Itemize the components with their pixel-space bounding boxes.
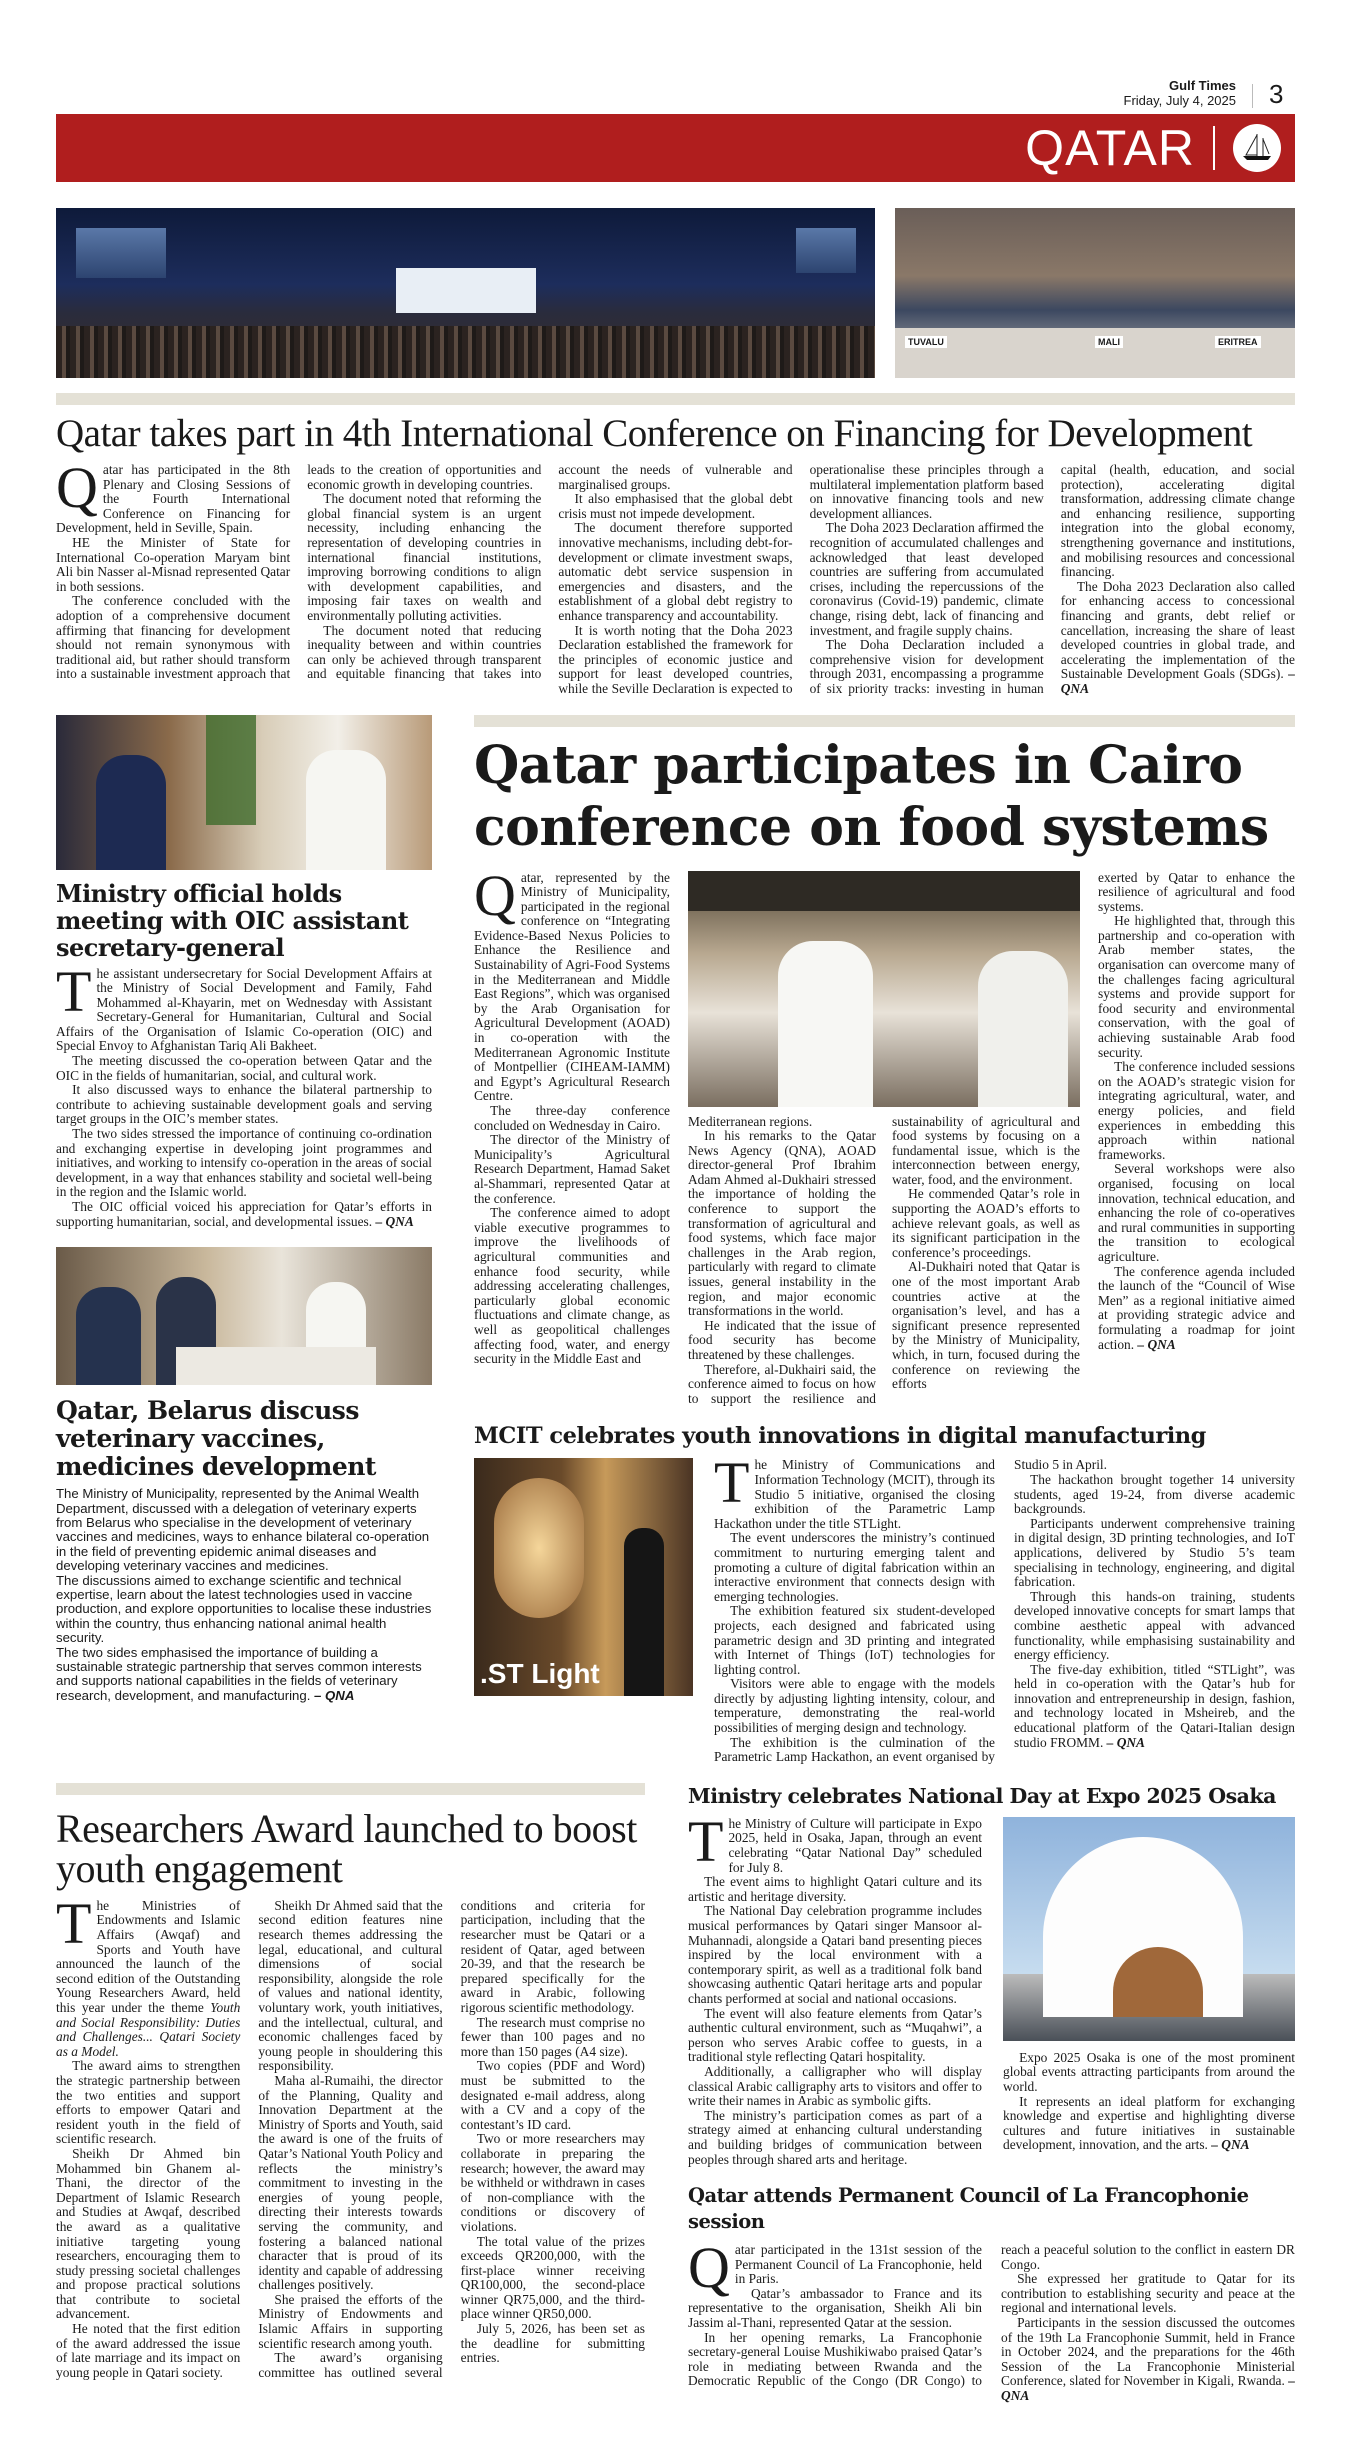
paragraph: The meeting discussed the co-operation between Qatar and the OIC in the fields of humanitarian, social, and cultural work. <box>56 1053 432 1083</box>
belarus-headline: Qatar, Belarus discuss veterinary vaccines, medicines development <box>56 1396 376 1482</box>
news-agency-credit: – QNA <box>1134 1336 1176 1352</box>
right-area <box>474 715 1295 1765</box>
dhow-logo-icon <box>1233 124 1281 172</box>
paragraph: Visitors were able to engage with the models directly by adjusting lighting intensity, colour, and temperature, demonstrating the real-world possibilities of merging design and technology. <box>714 1676 995 1736</box>
oic-meeting-photo <box>56 715 432 870</box>
paragraph: Sheikh Dr Ahmed said that the second edition features nine research themes addressing the legal, educational, and cultural dimensions of social responsibility, alongside the role of values and national identity, voluntary work, youth initiatives, and the intellectual, cultural, and economic challenges faced by young people in shouldering this responsibility. <box>258 1897 443 2074</box>
drop-cap: Q <box>474 862 516 928</box>
paragraph: Several workshops were also organised, focusing on local innovation, technical education, and enhancing the role of co-operatives and rural communities in supporting the transition to ecological agriculture. <box>1098 1161 1295 1264</box>
placard-label: ERITREA <box>1215 336 1261 348</box>
paragraph: It represents an ideal platform for exchanging knowledge and expertise and highlighting diverse cultures and future initiatives in sustainable development, innovation, and the arts. – QNA <box>1003 2093 1295 2153</box>
paragraph: Two or more researchers may collaborate in preparing the research; however, the award may be withheld or withdrawn in cases of non-compliance with the conditions or discovery of violations. <box>460 2131 645 2234</box>
paragraph: The OIC official voiced his appreciation for Qatar’s efforts in supporting humanitarian, social, and developmental issues. – QNA <box>56 1199 432 1229</box>
drop-cap: Q <box>56 455 98 520</box>
paragraph: HE the Minister of State for International Co-operation Maryam bint Ali bin Nasser al-Misnad represented Qatar in both sessions. <box>56 534 291 594</box>
paragraph: Sheikh Dr Ahmed bin Mohammed bin Ghanem al-Thani, the director of the Department of Islamic Research and Studies at Awqaf, described the award as a qualitative initiative targeting young researchers, encouraging them to study pressing societal challenges and propose practical solutions that contribute to societal advancement. <box>56 2145 241 2322</box>
news-agency-credit: – QNA <box>1207 2137 1250 2153</box>
drop-cap: T <box>56 958 92 1024</box>
paragraph: Mediterranean regions. <box>688 1113 813 1129</box>
mcit-body <box>714 1450 1295 1765</box>
masthead-info <box>1124 78 1236 108</box>
paragraph: The conference aimed to adopt viable executive programmes to improve the livelihoods of agricultural communities and enhance food security, while addressing accelerating challenges, particularly global economic fluctuations and climate change, as well as geopolitical challenges affecting food, water, and energy security in the Middle East and <box>474 1205 670 1367</box>
top-photos <box>56 208 1295 378</box>
section-rule <box>56 393 1295 405</box>
paragraph: The Doha 2023 Declaration also called for enhancing access to concessional financing and grants, debt relief or cancellation, increasing the share of least developed countries in global trade, and accelerating the implementation of the Sustainable Development Goals (SDGs). – QNA <box>1060 578 1295 696</box>
paragraph: The total value of the prizes exceeds QR200,000, with the first-place winner receiving QR100,000, the second-place winner QR75,000, and the third-place winner QR50,000. <box>460 2233 645 2322</box>
paragraph: The director of the Ministry of Municipality’s Agricultural Research Department, Hamad Saket al-Shammari, represented Qatar at the conference. <box>474 1132 670 1206</box>
masthead-divider <box>1252 84 1253 108</box>
paragraph: Therefore, al-Dukhairi said, the conference aimed to focus on how to support the resilience and sustainability of agricultural and food systems by focusing on a fundamental issue, which is the interconnection between energy, water, food, and the environment. <box>688 1113 1080 1406</box>
paragraph: Through this hands-on training, students developed innovative concepts for smart lamps that combine aesthetic appeal with advanced functionality, while emphasising sustainability and energy efficiency. <box>1014 1588 1295 1663</box>
cairo-middle <box>688 871 1080 1407</box>
paragraph: exerted by Qatar to enhance the resilience of agricultural and food systems. <box>1098 869 1295 914</box>
paragraph: In her opening remarks, La Francophonie secretary-general Louise Mushikiwabo praised Qatar’s role in mediating between Rwanda and the Democratic Republic of the Congo (DR Congo) to reach a peaceful solution to the conflict in eastern DR Congo. <box>688 2242 1295 2389</box>
drop-cap: T <box>688 1808 724 1874</box>
expo-headline: Ministry celebrates National Day at Expo 2025 Osaka <box>688 1783 1276 1808</box>
paragraph: The event will also feature elements from Qatar’s authentic cultural environment, such as “Muqahwi”, a person who serves Arabic coffee to guests, in a traditional style reflecting Qatari hospitality. <box>688 2005 982 2065</box>
francophonie-headline: Qatar attends Permanent Council of La Francophonie session <box>688 2184 1249 2234</box>
cairo-article <box>474 862 1295 1407</box>
expo-body-under-photo <box>1003 2051 1295 2153</box>
paragraph: Two copies (PDF and Word) must be submitted to the designated e-mail address, along with a CV and a copy of the contestant’s ID card. <box>460 2058 645 2132</box>
award-theme: Youth and Social Responsibility: Duties and Challenges... Qatari Society as a Model. <box>56 2000 241 2059</box>
paragraph: The exhibition is the culmination of the Parametric Lamp Hackathon, an event organised by Studio 5 in April. <box>714 1457 1108 1765</box>
belarus-body <box>56 1487 432 1703</box>
paragraph: The conference concluded with the adoption of a comprehensive document affirming that financing for development should not remain synonymous with traditional aid, but rather should transform into a sustainable investment approach that leads to the creation of opportunities and economic growth in developing countries. <box>56 462 542 682</box>
belarus-meeting-photo <box>56 1247 432 1385</box>
expo-body <box>688 1808 982 2167</box>
francophonie-body <box>688 2235 1295 2404</box>
paragraph: He noted that the first edition of the award addressed the issue of late marriage and its impact on young people in Qatari society. <box>56 2321 241 2380</box>
paragraph: The document therefore supported innovative mechanisms, including debt-for-development or climate investment swaps, automatic debt service suspension in emergencies and disasters, and the establishment of a global debt registry to enhance transparency and accountability. <box>558 520 793 623</box>
paragraph: The hackathon brought together 14 university students, aged 19-24, from diverse academic backgrounds. <box>1014 1471 1295 1517</box>
paragraph: Expo 2025 Osaka is one of the most prominent global events attracting participants from around the world. <box>1003 2049 1295 2095</box>
bottom-section <box>56 1783 1295 2404</box>
oic-body <box>56 958 432 1230</box>
section-rule <box>56 1783 645 1795</box>
qatar-pavilion-photo <box>1003 1817 1295 2041</box>
paragraph: In his remarks to the Qatar News Agency (QNA), AOAD director-general Prof Ibrahim Adam Ahmed al-Dukhairi stressed the importance of holding the conference to support the transformation of agricultural and food systems, which face major challenges in the Arab region, particularly with regard to climate issues, general instability in the region, and major economic transformations in the world. <box>688 1128 876 1319</box>
drop-cap: T <box>714 1450 750 1516</box>
financing-headline: Qatar takes part in 4th International Conference on Financing for Development <box>56 412 1253 455</box>
paragraph: Additionally, a calligrapher who will display classical Arabic calligraphy arts to visitors and offer to write their names in Arabic as symbolic gifts. <box>688 2063 982 2109</box>
paragraph: The conference included sessions on the AOAD’s strategic vision for integrating agricultural, water, and energy policies, and field experiences in embedding this approach within national frameworks. <box>1098 1059 1295 1162</box>
paragraph: Qatar, represented by the Ministry of Municipality, participated in the regional conference on “Integrating Evidence-Based Nexus Policies to Enhance the Resilience and Sustainability of Agri-Food Systems in the Mediterranean and Middle East Regions”, which was organised by the Arab Organisation for Agricultural Development (AOAD) in co-operation with the Mediterranean Agronomic Institute of Montpellier (CIHEAM-IAMM) and Egypt’s Agricultural Research Centre. <box>474 862 670 1104</box>
paragraph: The Doha Declaration included a comprehensive vision for development through 2031, encompassing a programme of six priority tracks: investing in human capital (health, education, and social protection), accelerating digital transformation, addressing climate change and enhancing resilience, supporting integration into the global economy, strengthening governance and institutions, and mobilising resources and concessional financing. <box>809 462 1295 696</box>
section-rule <box>474 715 1295 727</box>
paragraph: The ministry’s participation comes as part of a strategy aimed at enhancing cultural understanding and building bridges of communication between peoples through shared arts and heritage. <box>688 2107 982 2167</box>
drop-cap: Q <box>688 2235 730 2301</box>
expo-article <box>688 1808 1295 2167</box>
paragraph: The two sides emphasised the importance of building a sustainable strategic partnership that serves common interests and supports national capabilities in the fields of veterinary research, development, and manufacturing. – QNA <box>56 1644 422 1703</box>
drop-cap: T <box>56 1890 92 1956</box>
middle-section <box>56 715 1295 1765</box>
paragraph: He commended Qatar’s role in supporting the AOAD’s efforts to achieve relevant goals, as well as its significant participation in the conference’s proceedings. <box>892 1186 1080 1260</box>
stlight-exhibition-photo <box>474 1458 693 1696</box>
paragraph: The research must comprise no fewer than 100 pages and no more than 150 pages (A4 size). <box>460 2014 645 2059</box>
paragraph: July 5, 2026, has been set as the deadline for submitting entries. <box>460 2321 645 2366</box>
oic-headline: Ministry official holds meeting with OIC assistant secretary-general <box>56 878 409 962</box>
masthead <box>56 0 1295 114</box>
placard-label: MALI <box>1095 336 1123 348</box>
cairo-body-column-4 <box>1098 871 1295 1407</box>
right-bottom-column <box>688 1783 1295 2404</box>
paragraph: He highlighted that, through this partnership and co-operation with Arab member states, the organisation can overcome many of the challenges facing agricultural systems and provide support for food security and environmental conservation, with the goal of achieving sustainable Arab food security. <box>1098 913 1295 1060</box>
paragraph: The exhibition featured six student-developed projects, each designed and fabricated using parametric design and 3D printing and integrated with Internet of Things (IoT) technologies for lighting control. <box>714 1603 995 1677</box>
paragraph: The award aims to strengthen the strategic partnership between the two entities and support efforts to empower Qatari and resident youth in the field of scientific research. <box>56 2058 241 2147</box>
mcit-headline: MCIT celebrates youth innovations in digital manufacturing <box>474 1423 1206 1450</box>
left-column <box>56 715 432 1765</box>
paragraph <box>56 1890 241 2060</box>
news-agency-credit: – QNA <box>310 1687 355 1703</box>
paragraph: The National Day celebration programme includes musical performances by Qatari singer Mansoor al-Muhannadi, alongside a Qatari band presenting pieces inspired by the local environment with a contemporary spirit, as well as a traditional folk band showcasing authentic Qatari heritage arts and popular chants performed at social and national occasions. <box>688 1903 982 2006</box>
paragraph: Qatar participated in the 131st session of the Permanent Council of La Francophonie, held in Paris. <box>688 2235 982 2301</box>
paragraph: The Ministry of Municipality, represented by the Animal Wealth Department, discussed with a delegation of veterinary experts from Belarus who specialise in the development of veterinary vaccines and medicines, ways to enhance bilateral co-operation in the field of preventing epidemic animal diseases and developing veterinary vaccines and medicines. <box>56 1486 430 1574</box>
paragraph: It also discussed ways to enhance the bilateral partnership to contribute to achieving sustainable development goals and serving target groups in the OIC’s member states. <box>56 1082 432 1127</box>
paragraph: It also emphasised that the global debt crisis must not impede development. <box>558 491 793 521</box>
paragraph: The event aims to highlight Qatari culture and its artistic and heritage diversity. <box>688 1874 982 1904</box>
news-agency-credit: – QNA <box>372 1213 414 1229</box>
paragraph: The Ministry of Communications and Information Technology (MCIT), through its Studio 5 initiative, organised the closing exhibition of the Parametric Lamp Hackathon under the title STLight. <box>714 1450 995 1531</box>
paragraph: She expressed her gratitude to Qatar for its contribution to establishing security and peace at the regional and international levels. <box>1001 2271 1295 2316</box>
paragraph: Maha al-Rumaihi, the director of the Planning, Quality and Innovation Department at the Ministry of Sports and Youth, said the award is one of the fruits of Qatar’s National Youth Policy and reflects the ministry’s commitment to investing in the energies of young people, directing their interests towards serving the community, and fostering a balanced national character that is proud of its identity and capable of addressing challenges positively. <box>258 2072 443 2293</box>
cairo-headline: Qatar participates in Cairo conference on food systems <box>474 734 1269 858</box>
paragraph: The Ministry of Culture will participate in Expo 2025, held in Osaka, Japan, through an event celebrating “Qatar National Day” scheduled for July 8. <box>688 1808 982 1875</box>
paragraph: The document noted that reducing inequality between and within countries can only be achieved through transparent and equitable financing that takes into account the needs of vulnerable and marginalised groups. <box>307 462 793 682</box>
cairo-body-column-1 <box>474 862 670 1407</box>
news-agency-credit: – QNA <box>1060 666 1295 696</box>
expo-photo-column <box>1003 1817 1295 2167</box>
researchers-body <box>56 1890 645 2381</box>
section-divider <box>1213 126 1215 170</box>
placard-label: TUVALU <box>905 336 947 348</box>
paragraph: The event underscores the ministry’s continued commitment to nurturing emerging talent and promoting a culture of digital fabrication within an interactive environment that connects design with emerging technologies. <box>714 1530 995 1604</box>
section-banner <box>56 114 1295 182</box>
paragraph: The discussions aimed to exchange scientific and technical expertise, learn about the latest technologies used in vaccine production, and explore opportunities to localise these industries within the country, thus enhancing national animal health security. <box>56 1572 432 1646</box>
cairo-body-columns-2-3 <box>688 1115 1080 1407</box>
paragraph: It is worth noting that the Doha 2023 Declaration established the framework for the principles of economic justice and support for least developed countries, while the Seville Declaration is expected to operationalise these principles through a multilateral implementation platform based on innovative financing tools and new development alliances. <box>558 462 1044 696</box>
issue-date: Friday, July 4, 2025 <box>1123 93 1236 108</box>
paragraph: Qatar has participated in the 8th Plenary and Closing Sessions of the Fourth International Conference on Financing for Development, held in Seville, Spain. <box>56 455 291 536</box>
researchers-article <box>56 1783 645 2404</box>
paragraph: Participants underwent comprehensive training in digital design, 3D printing technologies, and IoT applications, delivered by Studio 5’s team specialising in technology, engineering, and digital fabrication. <box>1014 1515 1295 1590</box>
cairo-conference-photo <box>688 871 1080 1107</box>
researchers-headline: Researchers Award launched to boost youth engagement <box>56 1805 637 1891</box>
conference-hall-photo <box>56 208 875 378</box>
delegates-photo <box>895 208 1295 378</box>
photo-overlay-text: .ST Light <box>480 1658 600 1690</box>
paragraph: Qatar’s ambassador to France and its representative to the organisation, Sheikh Ali bin Jassim al-Thani, represented Qatar at the session. <box>688 2285 982 2331</box>
paragraph: The document noted that reforming the global financial system is an urgent necessity, including enhancing the representation of developing countries in international financial institutions, improving borrowing conditions to align with development capabilities, and imposing fair taxes on wealth and environmentally polluting activities. <box>307 491 542 623</box>
paragraph: The assistant undersecretary for Social Development Affairs at the Ministry of Social Development and Family, Fahd Mohammed al-Khayarin, met on Wednesday with Assistant Secretary-General for Humanitarian, Cultural and Social Affairs of the Organisation of Islamic Co-operation (OIC) and Special Envoy to Afghanistan Tariq Ali Bakheet. <box>56 958 432 1054</box>
financing-body <box>56 455 1295 697</box>
news-agency-credit: – QNA <box>1001 2373 1295 2404</box>
paragraph: The five-day exhibition, titled “STLight”, was held in co-operation with the Qatar’s hub for innovation and entrepreneurship in design, fashion, and technology located in Msheireb, and the educational platform of the Qatari-Italian design studio FROMM. – QNA <box>1014 1661 1295 1750</box>
paragraph: Al-Dukhairi noted that Qatar is one of the most important Arab countries active at the organisation’s level, and has a significant presence represented by the Ministry of Municipality, which, in turn, focused during the conference on reviewing the efforts <box>892 1259 1080 1392</box>
paragraph: The two sides stressed the importance of continuing co-ordination and exchanging expertise in developing joint programmes and initiatives, and working to intensify co-operation in the areas of social development, in a way that enhances stability and societal well-being in the region and the Islamic world. <box>56 1126 432 1200</box>
paragraph: The three-day conference concluded on Wednesday in Cairo. <box>474 1103 670 1133</box>
paragraph: The award’s organising committee has outlined several conditions and criteria for participation, including that the researcher must be Qatari or a resident of Qatar, aged between 20-39, and that the research be prepared specifically for the award in Arabic, following rigorous scientific methodology. <box>258 1897 645 2380</box>
paragraph: She praised the efforts of the Ministry of Endowments and Islamic Affairs in supporting scientific research among youth. <box>258 2291 443 2351</box>
paragraph: He indicated that the issue of food security has become threatened by these challenges. <box>688 1317 876 1362</box>
paragraph: The conference agenda included the launch of the “Council of Wise Men” as a regional initiative aimed at providing strategic advice and formulating a roadmap for joint action. – QNA <box>1098 1263 1295 1352</box>
paragraph: The Doha 2023 Declaration affirmed the recognition of accumulated challenges and acknowledged that least developed countries are suffering from accumulated crises, including the repercussions of the coronavirus (Covid-19) pandemic, climate change, rising debt, lack of financing and investment, and fragile supply chains. <box>809 520 1044 638</box>
paper-name: Gulf Times <box>1169 78 1236 93</box>
paragraph-text: he Ministries of Endowments and Islamic Affairs (Awqaf) and Sports and Youth have announced the launch of the second edition of the Outstanding Young Researchers Award, held this year under the theme <box>56 1897 241 2015</box>
paragraph: Participants in the session discussed the outcomes of the 19th La Francophonie Summit, held in France in October 2024, and the preparations for the 46th Session of the La Francophonie Ministerial Conference, slated for November in Kigali, Rwanda. – QNA <box>1001 2315 1295 2404</box>
mcit-article <box>474 1450 1295 1765</box>
news-agency-credit: – QNA <box>1103 1734 1145 1750</box>
section-title: QATAR <box>1025 120 1195 176</box>
page-number: 3 <box>1269 79 1284 109</box>
